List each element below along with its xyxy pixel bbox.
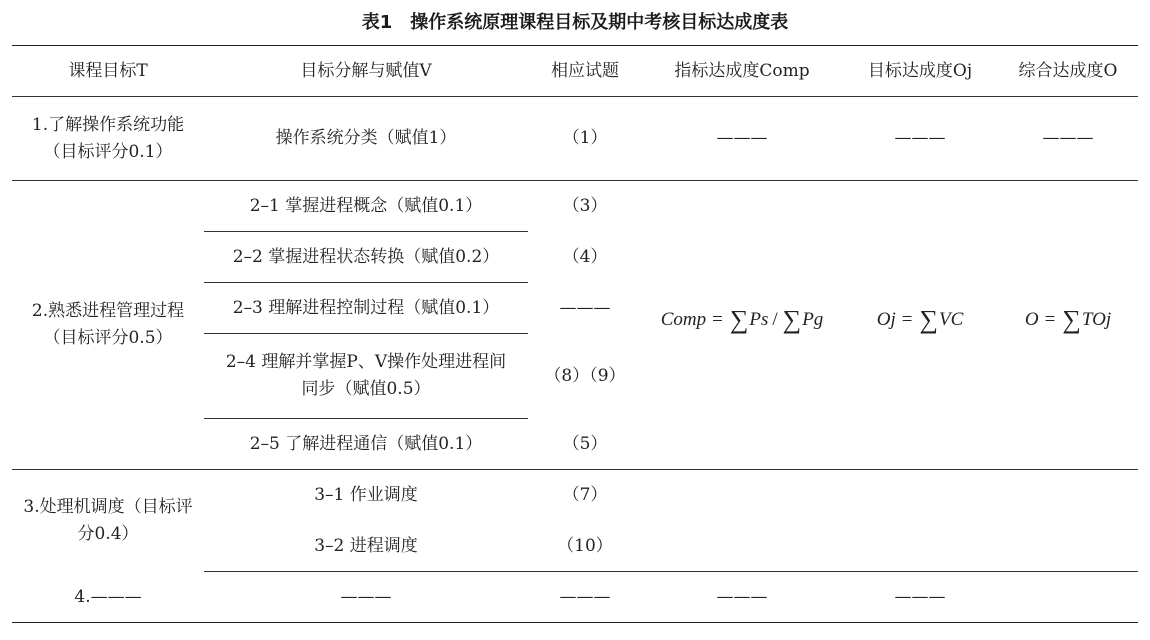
row2-sub-4 bbox=[204, 334, 528, 418]
row3-target-line1: 3.处理机调度（目标评 bbox=[23, 496, 193, 517]
row1-comp: ——— bbox=[716, 128, 768, 148]
row4-sub: ——— bbox=[340, 586, 392, 607]
row2-target bbox=[12, 181, 204, 469]
row1-target-line2: （目标评分0.1） bbox=[43, 141, 173, 162]
row3-question-2: （10） bbox=[557, 535, 613, 556]
row2-question-1: （3） bbox=[562, 195, 608, 216]
row3-sub-2: 3–2 进程调度 bbox=[314, 535, 418, 556]
oj-formula-lhs: Oj bbox=[876, 308, 896, 330]
sum-symbol-icon: ∑ bbox=[782, 304, 802, 334]
row1-oj: ——— bbox=[894, 128, 946, 148]
row2-sub-3: 2–3 理解进程控制过程（赋值0.1） bbox=[232, 297, 500, 318]
row2-question-4: （8）（9） bbox=[544, 365, 626, 386]
row3-target bbox=[12, 470, 204, 571]
row3-sub-1: 3–1 作业调度 bbox=[314, 484, 418, 505]
comp-formula-sum2: Pg bbox=[802, 308, 824, 330]
comp-formula-lhs: Comp bbox=[660, 308, 707, 330]
row1-sub: 操作系统分类（赋值1） bbox=[275, 128, 457, 148]
oj-formula-sum: VC bbox=[938, 308, 964, 330]
row4-target: 4.——— bbox=[74, 586, 142, 607]
header-questions: 相应试题 bbox=[551, 60, 619, 81]
row1-o: ——— bbox=[1042, 128, 1094, 148]
row2-question-2: （4） bbox=[562, 246, 608, 267]
header-course-target: 课程目标T bbox=[68, 60, 148, 81]
comp-formula-sum1: Ps bbox=[749, 308, 769, 330]
comp-formula bbox=[642, 296, 842, 342]
row4-comp: ——— bbox=[716, 586, 768, 607]
row2-question-5: （5） bbox=[562, 433, 608, 454]
row2-target-line2: （目标评分0.5） bbox=[43, 328, 173, 348]
row1-question: （1） bbox=[562, 128, 608, 148]
oj-formula bbox=[842, 296, 998, 342]
row1-target-line1: 1.了解操作系统功能 bbox=[31, 114, 185, 135]
sum-symbol-icon: ∑ bbox=[919, 304, 938, 334]
row2-sub-2: 2–2 掌握进程状态转换（赋值0.2） bbox=[232, 246, 500, 267]
header-oj: 目标达成度Oj bbox=[867, 60, 973, 81]
sum-symbol-icon: ∑ bbox=[729, 304, 749, 334]
comp-formula-equals: = bbox=[712, 308, 723, 330]
header-decomposition: 目标分解与赋值V bbox=[300, 60, 432, 81]
table-caption: 表1 操作系统原理课程目标及期中考核目标达成度表 bbox=[361, 12, 789, 33]
o-formula-equals: = bbox=[1044, 308, 1056, 330]
row3-question-1: （7） bbox=[562, 484, 608, 505]
header-comp: 指标达成度Comp bbox=[674, 60, 810, 81]
row2-target-line1: 2.熟悉进程管理过程 bbox=[31, 301, 185, 321]
row1-target bbox=[12, 97, 204, 180]
header-o: 综合达成度O bbox=[1018, 60, 1118, 81]
comp-formula-sep: / bbox=[772, 308, 778, 330]
row2-question-3: ——— bbox=[559, 297, 611, 318]
oj-formula-equals: = bbox=[901, 308, 913, 330]
sum-symbol-icon: ∑ bbox=[1062, 304, 1081, 334]
row3-target-line2: 分0.4） bbox=[77, 523, 139, 544]
o-formula-sum: TOj bbox=[1081, 308, 1112, 330]
rule-bottom bbox=[12, 622, 1138, 623]
row4-question: ——— bbox=[559, 586, 611, 607]
row2-sub-5: 2–5 了解进程通信（赋值0.1） bbox=[249, 433, 483, 454]
row2-sub-4-line1: 2–4 理解并掌握P、V操作处理进程间 bbox=[225, 352, 507, 372]
o-formula-lhs: O bbox=[1024, 308, 1039, 330]
row2-sub-1: 2–1 掌握进程概念（赋值0.1） bbox=[249, 195, 483, 216]
o-formula bbox=[998, 296, 1138, 342]
row4-oj: ——— bbox=[894, 586, 946, 607]
row2-sub-4-line2: 同步（赋值0.5） bbox=[301, 379, 431, 399]
